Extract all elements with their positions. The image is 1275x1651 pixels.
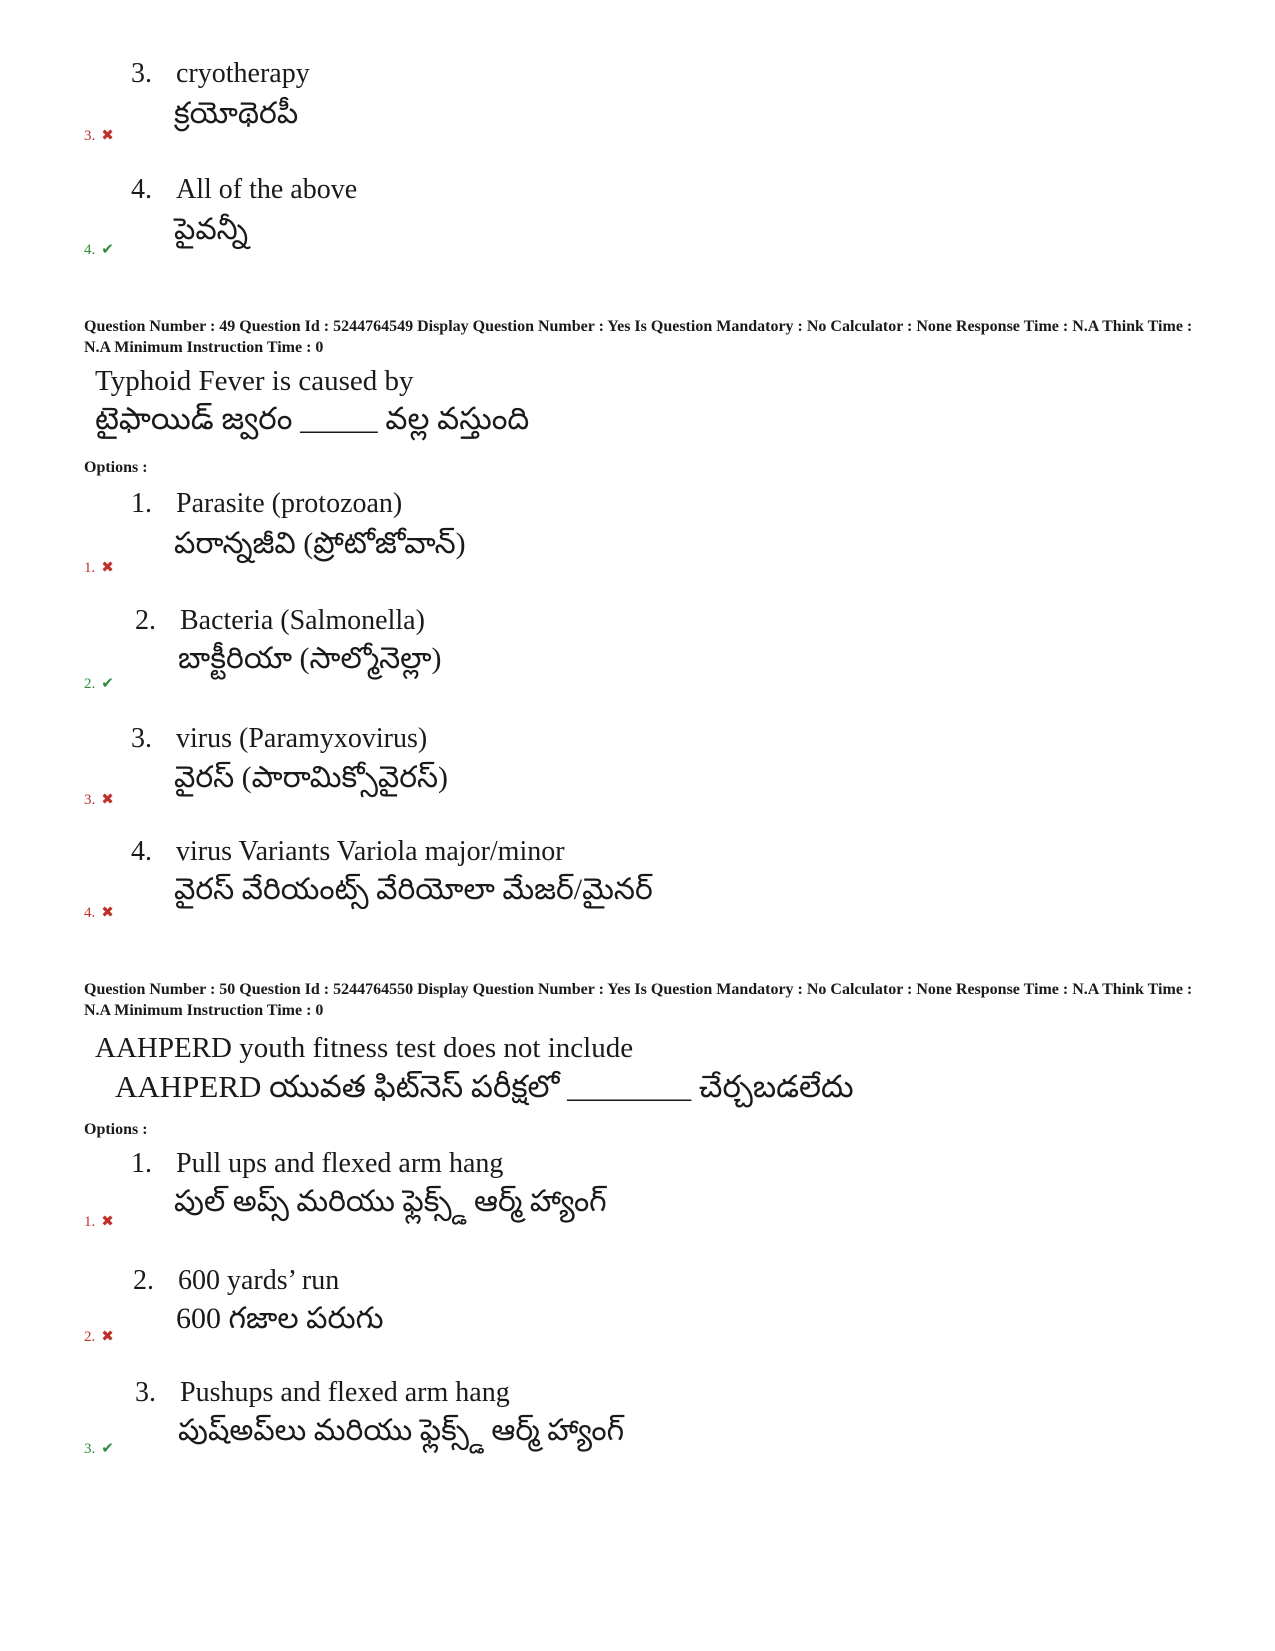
question-text-te: టైఫాయిడ్ జ్వరం _____ వల్ల వస్తుంది [95,401,530,436]
answer-marker [84,791,114,809]
answer-marker [84,241,114,259]
option-number: 4. [131,836,152,867]
option-text-en: Pushups and flexed arm hang [180,1377,510,1408]
option-text-te: బాక్టీరియా (సాల్మోనెల్లా) [178,642,442,675]
option-number: 2. [133,1265,154,1296]
option-text-en: Parasite (protozoan) [176,488,403,519]
check-icon: ✔ [101,676,114,692]
marker-number: 3. [84,792,96,808]
option-text-en: Bacteria (Salmonella) [180,605,425,636]
cross-icon: ✖ [101,792,114,808]
option-text-te: వైరస్ (పారామిక్సోవైరస్) [174,761,449,794]
option-text-te: పుష్‌అప్‌లు మరియు ఫ్లెక్స్డ్ ఆర్మ్ హ్యాంగ్ [178,1414,625,1447]
marker-number: 1. [84,560,96,576]
cross-icon: ✖ [101,1329,114,1345]
option-text-te: పరాన్నజీవి (ప్రోటోజోవాన్) [174,527,466,560]
option-text-te: వైరస్ వేరియంట్స్ వేరియోలా మేజర్/మైనర్ [174,873,653,906]
option-text-te: 600 గజాల పరుగు [176,1302,384,1335]
option-number: 3. [131,723,152,754]
option-text-en: Pull ups and flexed arm hang [176,1148,504,1179]
answer-marker [84,675,114,693]
option-text-en: 600 yards’ run [178,1265,340,1296]
question-text-te: AAHPERD యువత ఫిట్‌నెస్ పరీక్షలో ________ చేర్చబడలేదు [115,1069,854,1104]
marker-number: 4. [84,242,96,258]
answer-marker [84,559,114,577]
options-label: Options : [84,1121,148,1138]
option-text-te: పుల్ అప్స్ మరియు ఫ్లెక్స్డ్ ఆర్మ్ హ్యాంగ్ [174,1185,607,1218]
marker-number: 4. [84,905,96,921]
option-text-te: క్రయోథెరపీ [174,97,299,130]
option-text-en: virus (Paramyxovirus) [176,723,428,754]
question-meta: Question Number : 50 Question Id : 5244764550 Display Question Number : Yes Is Question Mandatory : No Calculator : None Response Time : N.A Think Time : N.A Minimum Instruction Time : 0 [84,981,1193,1019]
answer-marker [84,127,114,145]
check-icon: ✔ [101,1441,114,1457]
question-meta: Question Number : 49 Question Id : 5244764549 Display Question Number : Yes Is Question Mandatory : No Calculator : None Response Time : N.A Think Time : N.A Minimum Instruction Time : 0 [84,318,1193,356]
marker-number: 3. [84,1441,96,1457]
option-text-en: virus Variants Variola major/minor [176,836,565,867]
marker-number: 3. [84,128,96,144]
answer-marker [84,1213,114,1231]
answer-marker [84,1440,114,1458]
option-number: 3. [131,58,152,89]
option-text-en: cryotherapy [176,58,310,89]
cross-icon: ✖ [101,128,114,144]
cross-icon: ✖ [101,905,114,921]
option-number: 4. [131,174,152,205]
question-text-en: Typhoid Fever is caused by [95,365,414,397]
answer-marker [84,904,114,922]
option-text-te: పైవన్నీ [174,213,248,246]
option-number: 2. [135,605,156,636]
marker-number: 2. [84,676,96,692]
question-text-en: AAHPERD youth fitness test does not include [95,1032,634,1064]
check-icon: ✔ [101,242,114,258]
marker-number: 2. [84,1329,96,1345]
option-number: 3. [135,1377,156,1408]
options-label: Options : [84,459,148,476]
answer-marker [84,1328,114,1346]
option-text-en: All of the above [176,174,358,205]
option-number: 1. [131,488,152,519]
option-number: 1. [131,1148,152,1179]
cross-icon: ✖ [101,1214,114,1230]
marker-number: 1. [84,1214,96,1230]
cross-icon: ✖ [101,560,114,576]
